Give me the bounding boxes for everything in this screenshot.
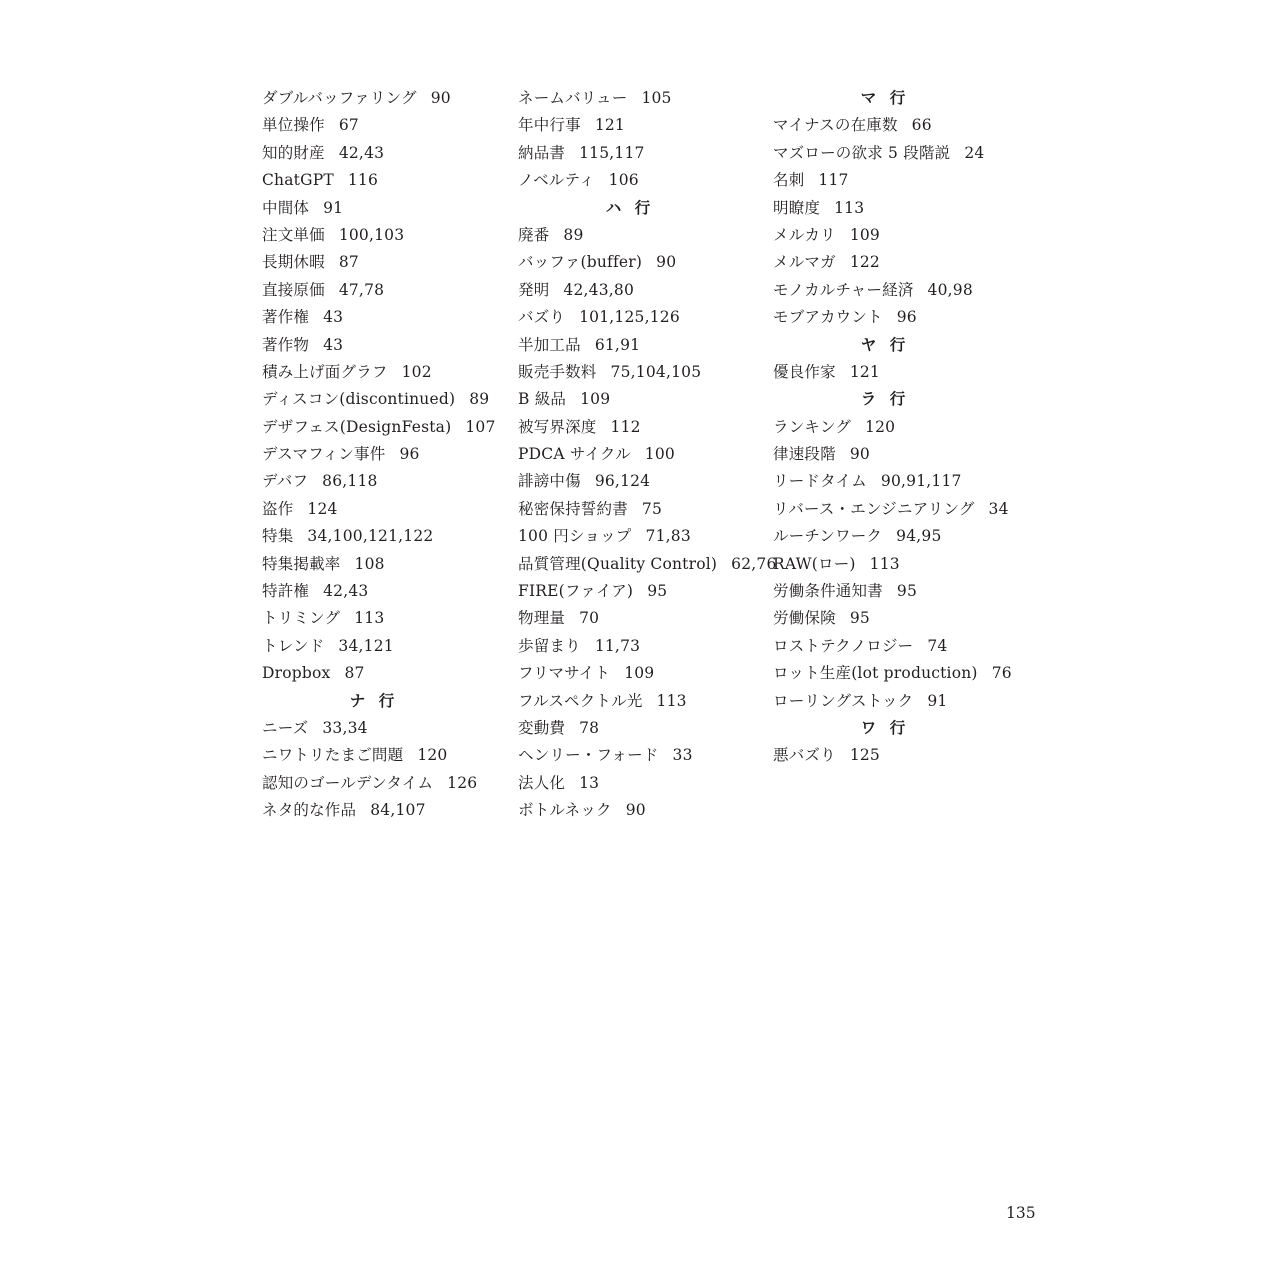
index-page-refs: 75,104,105 bbox=[610, 362, 702, 381]
index-term: 中間体 bbox=[262, 198, 310, 217]
index-page-refs: 112 bbox=[610, 417, 641, 436]
index-page-refs: 91 bbox=[927, 691, 948, 710]
index-page-refs: 109 bbox=[849, 225, 880, 244]
index-term: バッファ(buffer) bbox=[518, 253, 643, 272]
index-term: 労働保険 bbox=[773, 609, 836, 628]
index-term: デスマフィン事件 bbox=[262, 445, 386, 464]
index-term: 半加工品 bbox=[518, 335, 581, 354]
index-page-refs: 67 bbox=[338, 116, 359, 135]
index-entry bbox=[773, 222, 1013, 249]
index-term: 労働条件通知書 bbox=[773, 582, 883, 601]
index-entry bbox=[773, 441, 1013, 468]
index-page-refs: 11,73 bbox=[594, 636, 641, 655]
index-column-3 bbox=[773, 85, 1013, 770]
index-section-heading: マ 行 bbox=[860, 89, 910, 107]
index-entry bbox=[518, 167, 758, 194]
index-page-refs: 75 bbox=[641, 499, 663, 518]
index-entry bbox=[518, 140, 758, 167]
index-entry bbox=[262, 304, 502, 331]
index-page-refs: 109 bbox=[580, 390, 611, 409]
index-term: 被写界深度 bbox=[518, 417, 597, 436]
index-term: 認知のゴールデンタイム bbox=[262, 773, 434, 792]
index-page-refs: 100,103 bbox=[338, 225, 405, 244]
index-page-refs: 90 bbox=[430, 89, 451, 107]
index-page-refs: 61,91 bbox=[594, 335, 641, 354]
index-page-refs: 109 bbox=[624, 664, 655, 683]
index-page-refs: 95 bbox=[896, 582, 918, 601]
index-term: ルーチンワーク bbox=[773, 527, 883, 546]
index-entry bbox=[773, 140, 1013, 167]
index-term: B 級品 bbox=[518, 390, 567, 409]
index-page-refs: 107 bbox=[465, 417, 496, 436]
index-entry bbox=[518, 688, 758, 715]
index-page-refs: 120 bbox=[417, 746, 448, 765]
index-entry bbox=[773, 742, 1013, 769]
index-term: ニワトリたまご問題 bbox=[262, 746, 404, 765]
index-page-refs: 102 bbox=[401, 362, 432, 381]
index-page-refs: 87 bbox=[344, 664, 365, 683]
index-entry bbox=[773, 167, 1013, 194]
index-page-refs: 87 bbox=[338, 253, 359, 272]
index-term: 特集掲載率 bbox=[262, 554, 341, 573]
index-term: 直接原価 bbox=[262, 280, 325, 299]
index-page-refs: 94,95 bbox=[896, 527, 942, 546]
index-term: ニーズ bbox=[262, 718, 309, 737]
index-term: 律速段階 bbox=[773, 445, 836, 464]
index-term: マズローの欲求 5 段階説 bbox=[773, 143, 951, 162]
index-page-refs: 33 bbox=[672, 746, 693, 765]
index-entry bbox=[262, 359, 502, 386]
index-entry bbox=[518, 222, 758, 249]
index-page-refs: 106 bbox=[608, 171, 639, 190]
index-page-refs: 100 bbox=[644, 445, 675, 464]
index-page-refs: 34,100,121,122 bbox=[307, 527, 434, 546]
index-term: 悪バズり bbox=[773, 746, 836, 765]
index-entry bbox=[773, 304, 1013, 331]
index-column-1 bbox=[262, 85, 502, 825]
index-entry bbox=[518, 85, 758, 112]
index-entry bbox=[262, 414, 502, 441]
index-term: モブアカウント bbox=[773, 308, 883, 327]
index-page-refs: 121 bbox=[849, 362, 880, 381]
index-page-refs: 86,118 bbox=[322, 472, 378, 491]
index-term: ヘンリー・フォード bbox=[518, 746, 659, 765]
index-entry bbox=[773, 195, 1013, 222]
index-page-refs: 33,34 bbox=[322, 718, 368, 737]
index-page-refs: 78 bbox=[579, 718, 600, 737]
index-page-refs: 34,121 bbox=[338, 636, 394, 655]
index-page-refs: 71,83 bbox=[645, 527, 691, 546]
index-term: 物理量 bbox=[518, 609, 566, 628]
index-term: 発明 bbox=[518, 280, 550, 299]
index-page-refs: 117 bbox=[818, 171, 849, 190]
index-entry bbox=[262, 742, 502, 769]
index-term: RAW(ロー) bbox=[773, 554, 856, 573]
index-term: 法人化 bbox=[518, 773, 566, 792]
index-column-2 bbox=[518, 85, 777, 825]
index-term: 納品書 bbox=[518, 143, 566, 162]
index-term: 長期休暇 bbox=[262, 253, 325, 272]
index-term: バズり bbox=[518, 308, 566, 327]
index-entry bbox=[262, 277, 502, 304]
index-page-refs: 42,43,80 bbox=[563, 280, 635, 299]
index-term: 積み上げ面グラフ bbox=[262, 362, 388, 381]
index-page-refs: 24 bbox=[964, 143, 985, 162]
index-entry bbox=[773, 578, 1013, 605]
index-term: マイナスの在庫数 bbox=[773, 116, 898, 135]
index-term: PDCA サイクル bbox=[518, 445, 631, 464]
index-term: モノカルチャー経済 bbox=[773, 280, 914, 299]
index-page-refs: 42,43 bbox=[323, 582, 369, 601]
index-term: トリミング bbox=[262, 609, 341, 628]
index-page-refs: 74 bbox=[927, 636, 948, 655]
index-page-refs: 125 bbox=[849, 746, 880, 765]
index-page-refs: 40,98 bbox=[927, 280, 973, 299]
index-term: 販売手数料 bbox=[518, 362, 597, 381]
index-page-refs: 90 bbox=[849, 445, 870, 464]
page-number: 135 bbox=[1006, 1204, 1036, 1222]
index-page-refs: 113 bbox=[656, 691, 687, 710]
index-page-refs: 76 bbox=[991, 664, 1012, 683]
index-entry bbox=[773, 112, 1013, 139]
index-entry bbox=[773, 605, 1013, 632]
index-entry bbox=[262, 578, 502, 605]
index-entry bbox=[518, 386, 758, 413]
index-entry bbox=[262, 112, 502, 139]
index-page-refs: 47,78 bbox=[338, 280, 385, 299]
index-entry bbox=[518, 770, 758, 797]
index-entry bbox=[773, 660, 1013, 687]
index-page-refs: 126 bbox=[447, 773, 478, 792]
index-entry bbox=[518, 715, 758, 742]
index-page-refs: 108 bbox=[354, 554, 385, 573]
index-term: メルカリ bbox=[773, 225, 836, 244]
index-term: トレンド bbox=[262, 636, 325, 655]
index-page-refs: 113 bbox=[354, 609, 385, 628]
index-entry bbox=[262, 797, 502, 824]
index-entry bbox=[773, 249, 1013, 276]
index-entry bbox=[518, 660, 758, 687]
index-page-refs: 90,91,117 bbox=[880, 472, 962, 491]
index-entry bbox=[518, 414, 758, 441]
index-term: リードタイム bbox=[773, 472, 867, 491]
index-term: ダブルバッファリング bbox=[262, 89, 417, 107]
index-term: ネームバリュー bbox=[518, 89, 628, 107]
index-entry bbox=[773, 633, 1013, 660]
index-term: 知的財産 bbox=[262, 143, 325, 162]
index-page-refs: 121 bbox=[594, 116, 625, 135]
index-entry bbox=[773, 359, 1013, 386]
index-term: フリマサイト bbox=[518, 664, 611, 683]
index-term: デバフ bbox=[262, 472, 309, 491]
index-page-refs: 43 bbox=[323, 335, 344, 354]
index-entry bbox=[518, 441, 758, 468]
index-entry bbox=[518, 551, 777, 578]
index-entry bbox=[518, 742, 758, 769]
index-entry bbox=[773, 496, 1013, 523]
index-page-refs: 89 bbox=[563, 225, 584, 244]
index-term: 変動費 bbox=[518, 718, 566, 737]
index-entry bbox=[518, 797, 758, 824]
index-term: 盗作 bbox=[262, 499, 294, 518]
index-page-refs: 115,117 bbox=[579, 143, 645, 162]
index-term: 優良作家 bbox=[773, 362, 836, 381]
index-page-refs: 90 bbox=[625, 801, 646, 820]
index-term: ノベルティ bbox=[518, 171, 595, 190]
index-entry bbox=[518, 578, 758, 605]
index-entry bbox=[262, 605, 502, 632]
index-page-refs: 113 bbox=[834, 198, 865, 217]
index-term: 廃番 bbox=[518, 225, 550, 244]
index-term: メルマガ bbox=[773, 253, 836, 272]
index-section-heading: ナ 行 bbox=[349, 691, 399, 710]
index-page-refs: 124 bbox=[307, 499, 338, 518]
index-term: ネタ的な作品 bbox=[262, 801, 357, 820]
index-section-heading: ワ 行 bbox=[860, 718, 910, 737]
index-entry bbox=[773, 523, 1013, 550]
index-term: 特許権 bbox=[262, 582, 310, 601]
index-section-heading: ヤ 行 bbox=[860, 335, 910, 354]
index-page-refs: 62,76 bbox=[731, 554, 777, 573]
index-entry bbox=[518, 332, 758, 359]
index-term: FIRE(ファイア) bbox=[518, 582, 634, 601]
index-term: ローリングストック bbox=[773, 691, 914, 710]
index-term: ランキング bbox=[773, 417, 852, 436]
index-page-refs: 101,125,126 bbox=[579, 308, 680, 327]
index-page-refs: 43 bbox=[323, 308, 344, 327]
index-term: デザフェス(DesignFesta) bbox=[262, 417, 452, 436]
index-entry bbox=[262, 770, 502, 797]
index-page-refs: 84,107 bbox=[370, 801, 426, 820]
index-term: 著作権 bbox=[262, 308, 310, 327]
index-page-refs: 89 bbox=[469, 390, 490, 409]
index-page-refs: 95 bbox=[849, 609, 870, 628]
index-entry bbox=[262, 523, 502, 550]
index-entry bbox=[262, 332, 502, 359]
index-page-refs: 13 bbox=[579, 773, 600, 792]
index-entry bbox=[262, 496, 502, 523]
index-page-refs: 34 bbox=[988, 499, 1009, 518]
index-entry bbox=[773, 414, 1013, 441]
index-entry bbox=[518, 304, 758, 331]
index-entry bbox=[518, 359, 758, 386]
index-entry bbox=[518, 605, 758, 632]
index-page-refs: 105 bbox=[641, 89, 672, 107]
index-entry bbox=[262, 195, 502, 222]
index-entry bbox=[262, 222, 502, 249]
index-term: 単位操作 bbox=[262, 116, 325, 135]
index-entry bbox=[773, 468, 1013, 495]
index-term: ChatGPT bbox=[262, 171, 334, 190]
index-entry bbox=[262, 715, 502, 742]
index-section-heading: ハ 行 bbox=[605, 198, 655, 217]
index-entry bbox=[518, 249, 758, 276]
index-page-refs: 42,43 bbox=[338, 143, 385, 162]
index-entry bbox=[518, 112, 758, 139]
index-entry bbox=[262, 140, 502, 167]
index-term: 品質管理(Quality Control) bbox=[518, 554, 718, 573]
index-term: 100 円ショップ bbox=[518, 527, 632, 546]
index-page-refs: 70 bbox=[579, 609, 600, 628]
index-term: 明瞭度 bbox=[773, 198, 821, 217]
index-entry bbox=[262, 167, 502, 194]
index-entry bbox=[518, 633, 758, 660]
index-entry bbox=[262, 633, 502, 660]
index-entry bbox=[518, 523, 758, 550]
index-page-refs: 66 bbox=[911, 116, 932, 135]
index-entry bbox=[773, 688, 1013, 715]
index-page-refs: 96 bbox=[399, 445, 420, 464]
index-page-refs: 96 bbox=[896, 308, 917, 327]
index-page-refs: 122 bbox=[849, 253, 880, 272]
index-entry bbox=[518, 468, 758, 495]
index-entry bbox=[518, 496, 758, 523]
index-page-refs: 95 bbox=[647, 582, 668, 601]
index-term: ロット生産(lot production) bbox=[773, 664, 978, 683]
index-term: リバース・エンジニアリング bbox=[773, 499, 975, 518]
index-page-refs: 90 bbox=[656, 253, 677, 272]
index-page-refs: 113 bbox=[869, 554, 900, 573]
index-page-refs: 120 bbox=[865, 417, 896, 436]
index-term: 歩留まり bbox=[518, 636, 581, 655]
index-term: ロストテクノロジー bbox=[773, 636, 914, 655]
index-term: 秘密保持誓約書 bbox=[518, 499, 628, 518]
index-term: ディスコン(discontinued) bbox=[262, 390, 456, 409]
index-term: 名刺 bbox=[773, 171, 805, 190]
index-entry bbox=[262, 551, 502, 578]
index-term: 特集 bbox=[262, 527, 294, 546]
index-entry bbox=[773, 277, 1013, 304]
index-term: Dropbox bbox=[262, 664, 331, 683]
index-term: 年中行事 bbox=[518, 116, 581, 135]
index-section-heading: ラ 行 bbox=[860, 390, 910, 409]
index-page-refs: 96,124 bbox=[594, 472, 651, 491]
index-entry bbox=[262, 660, 502, 687]
index-entry bbox=[262, 468, 502, 495]
index-term: フルスペクトル光 bbox=[518, 691, 643, 710]
index-term: 著作物 bbox=[262, 335, 310, 354]
index-term: 誹謗中傷 bbox=[518, 472, 581, 491]
index-term: 注文単価 bbox=[262, 225, 325, 244]
index-term: ボトルネック bbox=[518, 801, 612, 820]
index-entry bbox=[262, 386, 502, 413]
index-entry bbox=[262, 249, 502, 276]
index-page-refs: 91 bbox=[323, 198, 344, 217]
index-page-refs: 116 bbox=[347, 171, 379, 190]
index-entry bbox=[262, 85, 502, 112]
index-entry bbox=[262, 441, 502, 468]
index-entry bbox=[773, 551, 1013, 578]
index-entry bbox=[518, 277, 758, 304]
